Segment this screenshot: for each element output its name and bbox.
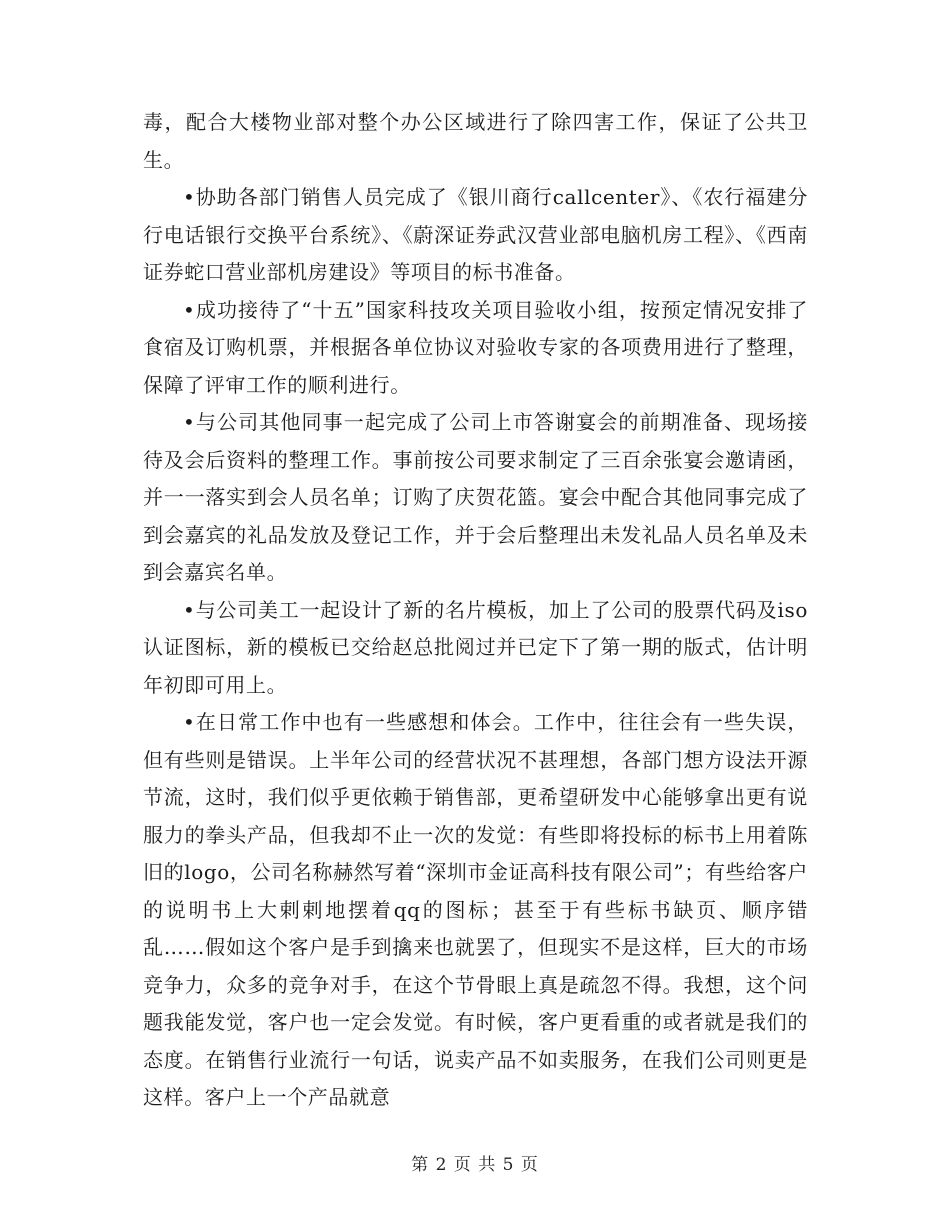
paragraph-listing-banquet: •与公司其他同事一起完成了公司上市答谢宴会的前期准备、现场接待及会后资料的整理工作。事前按公司要求制定了三百余张宴会邀请函，并一一落实到会人员名单；订购了庆贺花篮。宴会中配合其他同事完成了到会嘉宾的礼品发放及登记工作，并于会后整理出未发礼品人员名单及未到会嘉宾名单。 (143, 410, 808, 584)
paragraph-acceptance-reception: •成功接待了“十五”国家科技攻关项目验收小组，按预定情况安排了食宿及订购机票，并根据各单位协议对验收专家的各项费用进行了整理，保障了评审工作的顺利进行。 (143, 297, 808, 397)
paragraph-business-card-template: •与公司美工一起设计了新的名片模板，加上了公司的股票代码及iso认证图标，新的模板已交给赵总批阅过并已定下了第一期的版式，估计明年初即可用上。 (143, 597, 808, 697)
document-body (143, 104, 808, 1117)
paragraph-continued: 毒，配合大楼物业部对整个办公区域进行了除四害工作，保证了公共卫生。 (143, 110, 808, 172)
page-number-footer: 第 2 页 共 5 页 (411, 1155, 539, 1175)
paragraph-bid-preparation: •协助各部门销售人员完成了《银川商行callcenter》、《农行福建分行电话银行交换平台系统》、《蔚深证券武汉营业部电脑机房工程》、《西南证券蛇口营业部机房建设》等项目的标书准备。 (143, 185, 808, 284)
paragraph-reflections: •在日常工作中也有一些感想和体会。工作中，往往会有一些失误，但有些则是错误。上半年公司的经营状况不甚理想，各部门想方设法开源节流，这时，我们似乎更依赖于销售部，更希望研发中心能够拿出更有说服力的拳头产品，但我却不止一次的发觉：有些即将投标的标书上用着陈旧的logo，公司名称赫然写着“深圳市金证高科技有限公司”；有些给客户的说明书上大剌剌地摆着qq的图标；甚至于有些标书缺页、顺序错乱……假如这个客户是手到擒来也就罢了，但现实不是这样，巨大的市场竞争力，众多的竞争对手，在这个节骨眼上真是疏忽不得。我想，这个问题我能发觉，客户也一定会发觉。有时候，客户更看重的或者就是我们的态度。在销售行业流行一句话，说卖产品不如卖服务，在我们公司则更是这样。客户上一个产品就意 (143, 710, 808, 1109)
